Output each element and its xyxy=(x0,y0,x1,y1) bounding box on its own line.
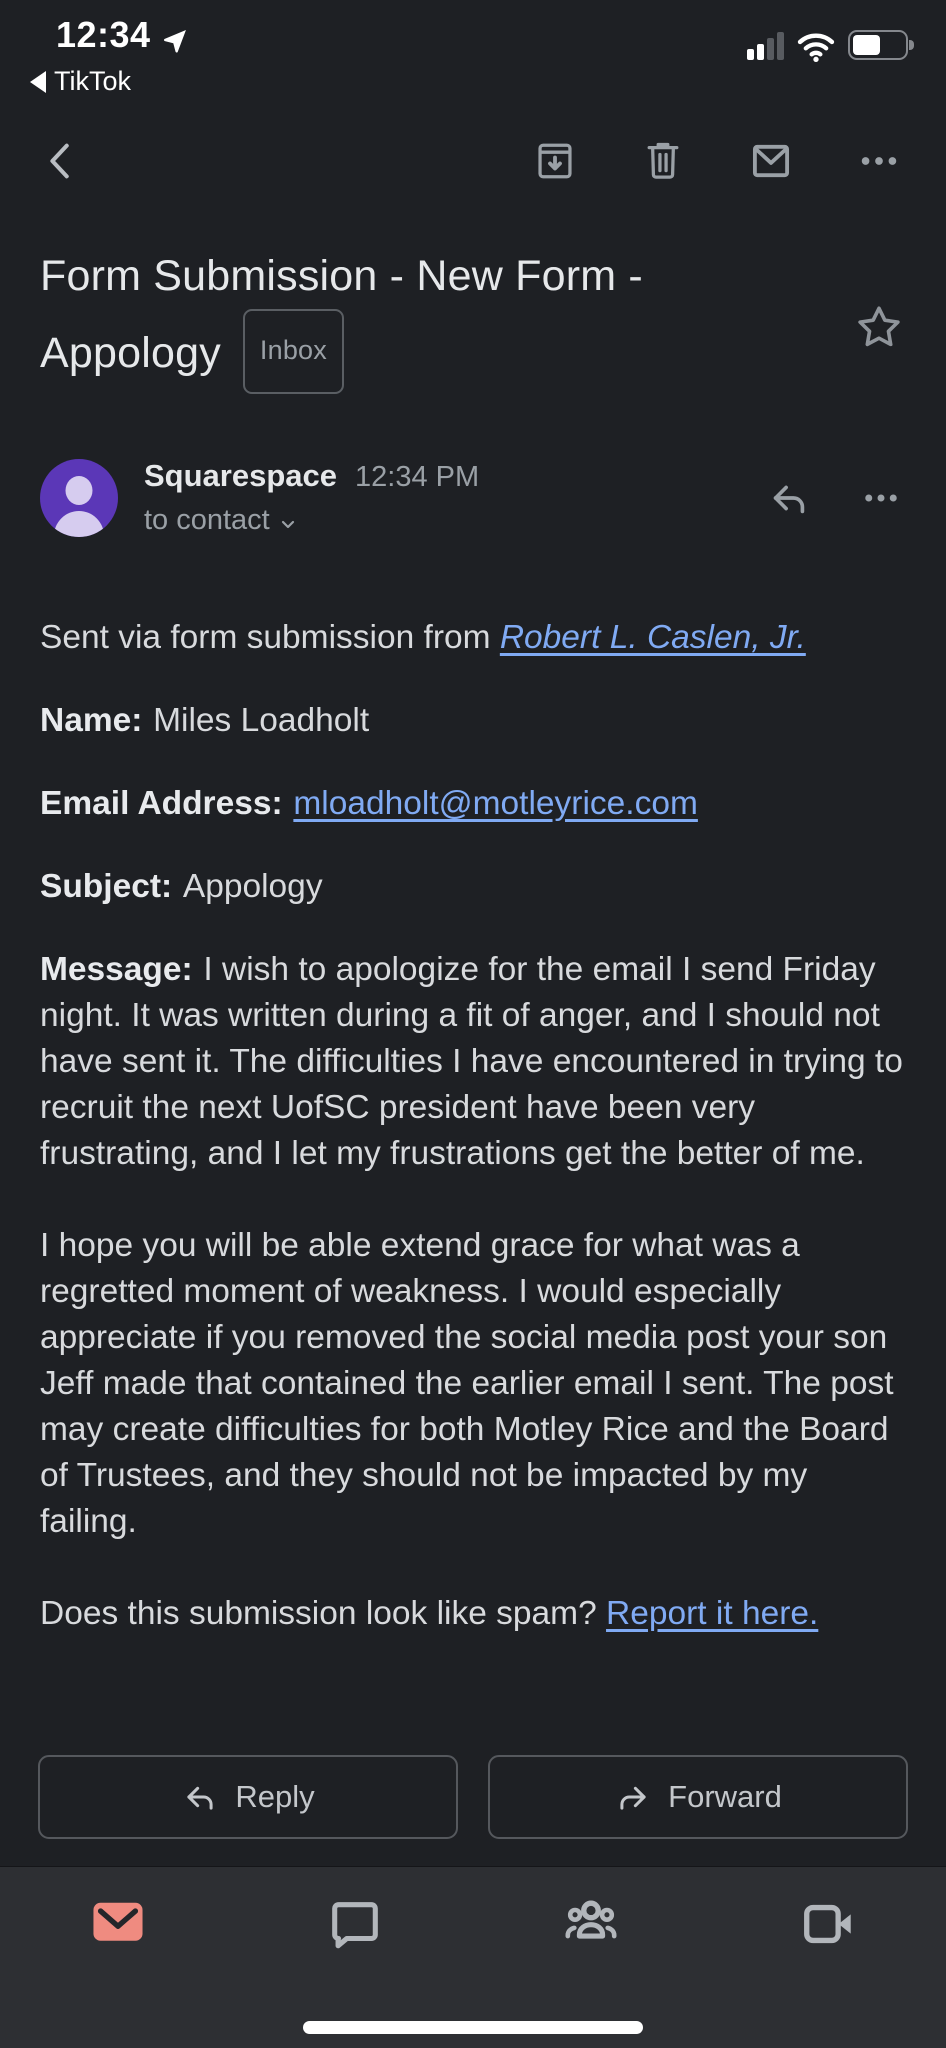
sender-profile-link[interactable]: Robert L. Caslen, Jr. xyxy=(499,619,806,656)
report-spam-link[interactable]: Report it here. xyxy=(606,1595,819,1632)
forward-arrow-icon xyxy=(614,1778,652,1816)
reply-arrow-icon xyxy=(181,1778,219,1816)
email-address-link[interactable]: mloadholt@motleyrice.com xyxy=(293,785,698,822)
people-icon xyxy=(562,1895,620,1947)
message-label: Message: xyxy=(40,951,193,988)
nav-spaces-tab[interactable] xyxy=(473,1895,710,1947)
back-app-label: TikTok xyxy=(54,66,132,96)
action-buttons xyxy=(0,1755,946,1839)
status-time: 12:34 xyxy=(56,14,151,55)
mail-icon xyxy=(89,1895,147,1947)
email-body xyxy=(0,615,946,1637)
subject-row xyxy=(0,240,946,398)
subject-label: Subject: xyxy=(40,868,173,905)
subject-text: Form Submission - New Form - Appology xyxy=(40,252,643,377)
name-label: Name: xyxy=(40,702,143,739)
email-subject xyxy=(40,240,796,398)
sender-name: Squarespace xyxy=(144,458,337,493)
spam-line xyxy=(40,1591,906,1637)
spam-question: Does this submission look like spam? xyxy=(40,1595,607,1632)
intro-text: Sent via form submission from xyxy=(40,619,500,656)
email-toolbar xyxy=(0,112,946,192)
sent-time: 12:34 PM xyxy=(355,461,480,493)
subject-value: Appology xyxy=(182,868,323,905)
delete-button[interactable] xyxy=(640,138,686,184)
sender-row xyxy=(0,458,946,537)
forward-button[interactable] xyxy=(488,1755,908,1839)
location-arrow-icon xyxy=(161,22,189,50)
recipient-label: to contact xyxy=(144,504,270,536)
video-camera-icon xyxy=(799,1895,857,1947)
nav-mail-tab[interactable] xyxy=(0,1895,237,1947)
back-triangle-icon xyxy=(30,71,46,93)
back-to-app[interactable] xyxy=(30,66,131,97)
avatar-person-icon xyxy=(66,476,93,505)
more-options-button[interactable] xyxy=(856,138,902,184)
message-paragraph xyxy=(40,947,906,1177)
intro-line xyxy=(40,615,906,661)
status-bar xyxy=(0,0,946,112)
nav-chat-tab[interactable] xyxy=(237,1895,474,1947)
reply-icon-button[interactable] xyxy=(766,475,812,521)
battery-icon xyxy=(848,30,908,60)
message-text: I wish to apologize for the email I send Friday night. It was written during a fit of anger, and I should not have sent it. The difficulties I have encountered in trying to recruit the next UofSC president have been very frustrating, and I let my frustrations get the better of me. xyxy=(40,951,903,1172)
star-button[interactable] xyxy=(852,301,906,355)
status-indicators xyxy=(747,30,908,60)
forward-label: Forward xyxy=(668,1779,782,1814)
recipient-dropdown[interactable] xyxy=(144,504,766,537)
sender-more-button[interactable] xyxy=(860,477,902,519)
body-paragraph-2: I hope you will be able extend grace for what was a regretted moment of weakness. I would especially appreciate if you removed the social media post your son Jeff made that contained the earlier email I sent. The post may create difficulties for both Motley Rice and the Board of Trustees, and they should not be impacted by my failing. xyxy=(40,1227,894,1540)
sender-info xyxy=(144,458,766,537)
home-indicator[interactable] xyxy=(303,2021,643,2034)
email-label: Email Address: xyxy=(40,785,283,822)
name-value: Miles Loadholt xyxy=(153,702,370,739)
sender-avatar[interactable] xyxy=(40,459,118,537)
back-button[interactable] xyxy=(38,138,84,184)
field-email xyxy=(40,781,906,827)
nav-meet-tab[interactable] xyxy=(710,1895,946,1947)
cellular-signal-icon xyxy=(747,30,784,60)
inbox-badge: Inbox xyxy=(243,309,344,394)
status-time-group xyxy=(56,14,189,56)
wifi-icon xyxy=(796,30,836,60)
field-subject xyxy=(40,864,906,910)
reply-button[interactable] xyxy=(38,1755,458,1839)
reply-label: Reply xyxy=(235,1779,315,1814)
chat-icon xyxy=(326,1895,384,1947)
chevron-down-icon xyxy=(276,511,300,535)
archive-button[interactable] xyxy=(532,138,578,184)
bottom-nav xyxy=(0,1866,946,2048)
field-name xyxy=(40,698,906,744)
mark-unread-button[interactable] xyxy=(748,138,794,184)
